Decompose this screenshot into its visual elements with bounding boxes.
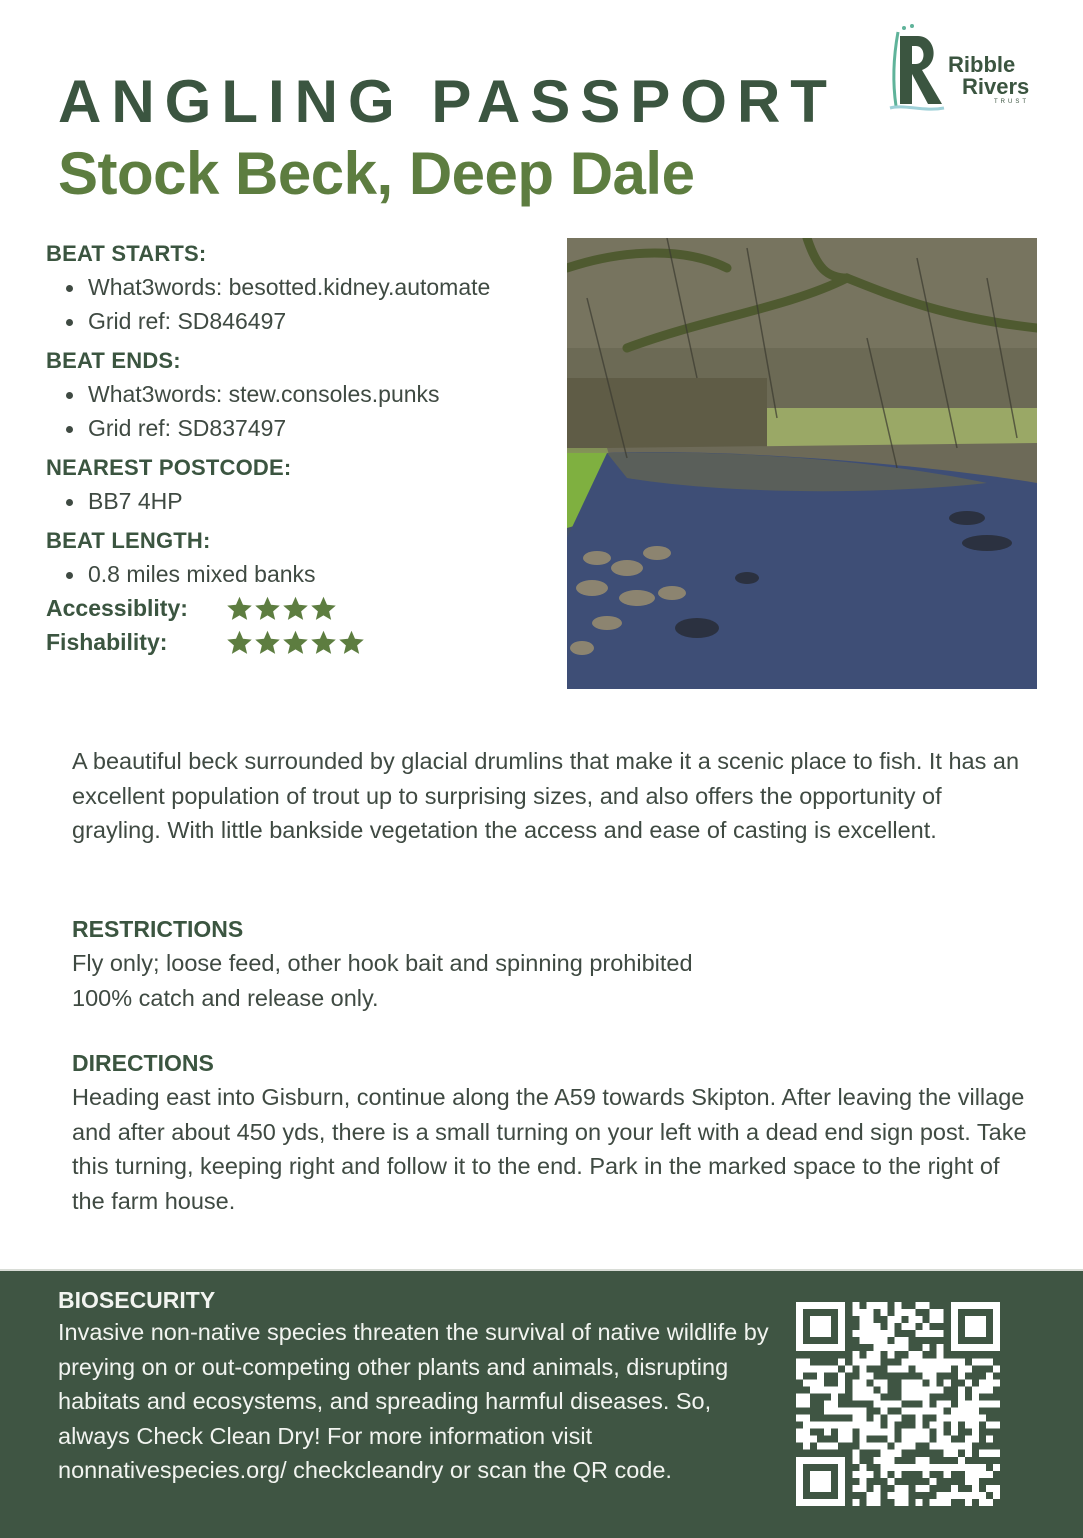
ribble-rivers-r-logo-icon (884, 24, 948, 114)
star-icon (226, 595, 253, 622)
accessibility-rating (46, 591, 561, 625)
directions-text: Heading east into Gisburn, continue along the A59 towards Skipton. After leaving the village and after about 450 yds, there is a small turning on your left with a dead end sign post. Take this turning, keeping right and follow it to the end. Park in the marked space to the right of the farm house. (72, 1084, 1027, 1214)
beat-length-heading: BEAT LENGTH: (46, 528, 211, 553)
restrictions-heading: RESTRICTIONS (72, 916, 244, 942)
river-scene-image (567, 238, 1037, 689)
star-icon (282, 595, 309, 622)
star-icon (282, 629, 309, 656)
list-item: BB7 4HP (46, 484, 561, 518)
star-icon (338, 629, 365, 656)
list-item: Grid ref: SD837497 (46, 411, 561, 445)
restrictions-line: 100% catch and release only. (72, 984, 379, 1011)
postcode-list (46, 484, 561, 518)
fishability-stars (226, 629, 365, 656)
beat-starts-list (46, 270, 561, 338)
beat-ends-list (46, 377, 561, 445)
river-photo (567, 238, 1037, 689)
postcode-heading: NEAREST POSTCODE: (46, 455, 292, 480)
beat-length-list (46, 557, 561, 591)
star-icon (254, 629, 281, 656)
accessibility-stars (226, 595, 337, 622)
ribble-rivers-trust-logo (884, 24, 1064, 114)
list-item: What3words: stew.consoles.punks (46, 377, 561, 411)
beat-ends-heading: BEAT ENDS: (46, 348, 181, 373)
star-icon (310, 595, 337, 622)
directions-section (72, 1046, 1032, 1218)
logo-line-1: Ribble (948, 52, 1016, 77)
page-title: ANGLING PASSPORT (58, 68, 837, 135)
logo-line-2: Rivers (962, 74, 1030, 99)
directions-heading: DIRECTIONS (72, 1050, 214, 1076)
accessibility-label: Accessiblity: (46, 594, 188, 621)
beat-name: Stock Beck, Deep Dale (58, 140, 695, 207)
qr-code-icon[interactable] (796, 1302, 1000, 1506)
restrictions-section (72, 912, 1022, 1015)
restrictions-line: Fly only; loose feed, other hook bait and spinning prohibited (72, 950, 693, 976)
star-icon (226, 629, 253, 656)
star-icon (310, 629, 337, 656)
biosecurity-heading: BIOSECURITY (58, 1287, 216, 1313)
biosecurity-footer (0, 1269, 1083, 1538)
list-item: Grid ref: SD846497 (46, 304, 561, 338)
biosecurity-section (58, 1285, 778, 1488)
list-item: What3words: besotted.kidney.automate (46, 270, 561, 304)
biosecurity-text: Invasive non-native species threaten the survival of native wildlife by preying on or out-competing other plants and animals, disrupting habitats and ecosystems, and spreading harmful diseases. So, always Check Clean Dry! For more information visit nonnativespecies.org/ checkcleandry or scan the QR code. (58, 1319, 769, 1483)
logo-line-3: TRUST (994, 99, 1029, 105)
beat-info (46, 238, 561, 659)
fishability-label: Fishability: (46, 628, 168, 655)
fishability-rating (46, 625, 561, 659)
beat-description: A beautiful beck surrounded by glacial drumlins that make it a scenic place to fish. It has an excellent population of trout up to surprising sizes, and also offers the opportunity of grayling. With little bankside vegetation the access and ease of casting is excellent. (72, 748, 1020, 843)
beat-starts-heading: BEAT STARTS: (46, 241, 207, 266)
star-icon (254, 595, 281, 622)
list-item: 0.8 miles mixed banks (46, 557, 561, 591)
